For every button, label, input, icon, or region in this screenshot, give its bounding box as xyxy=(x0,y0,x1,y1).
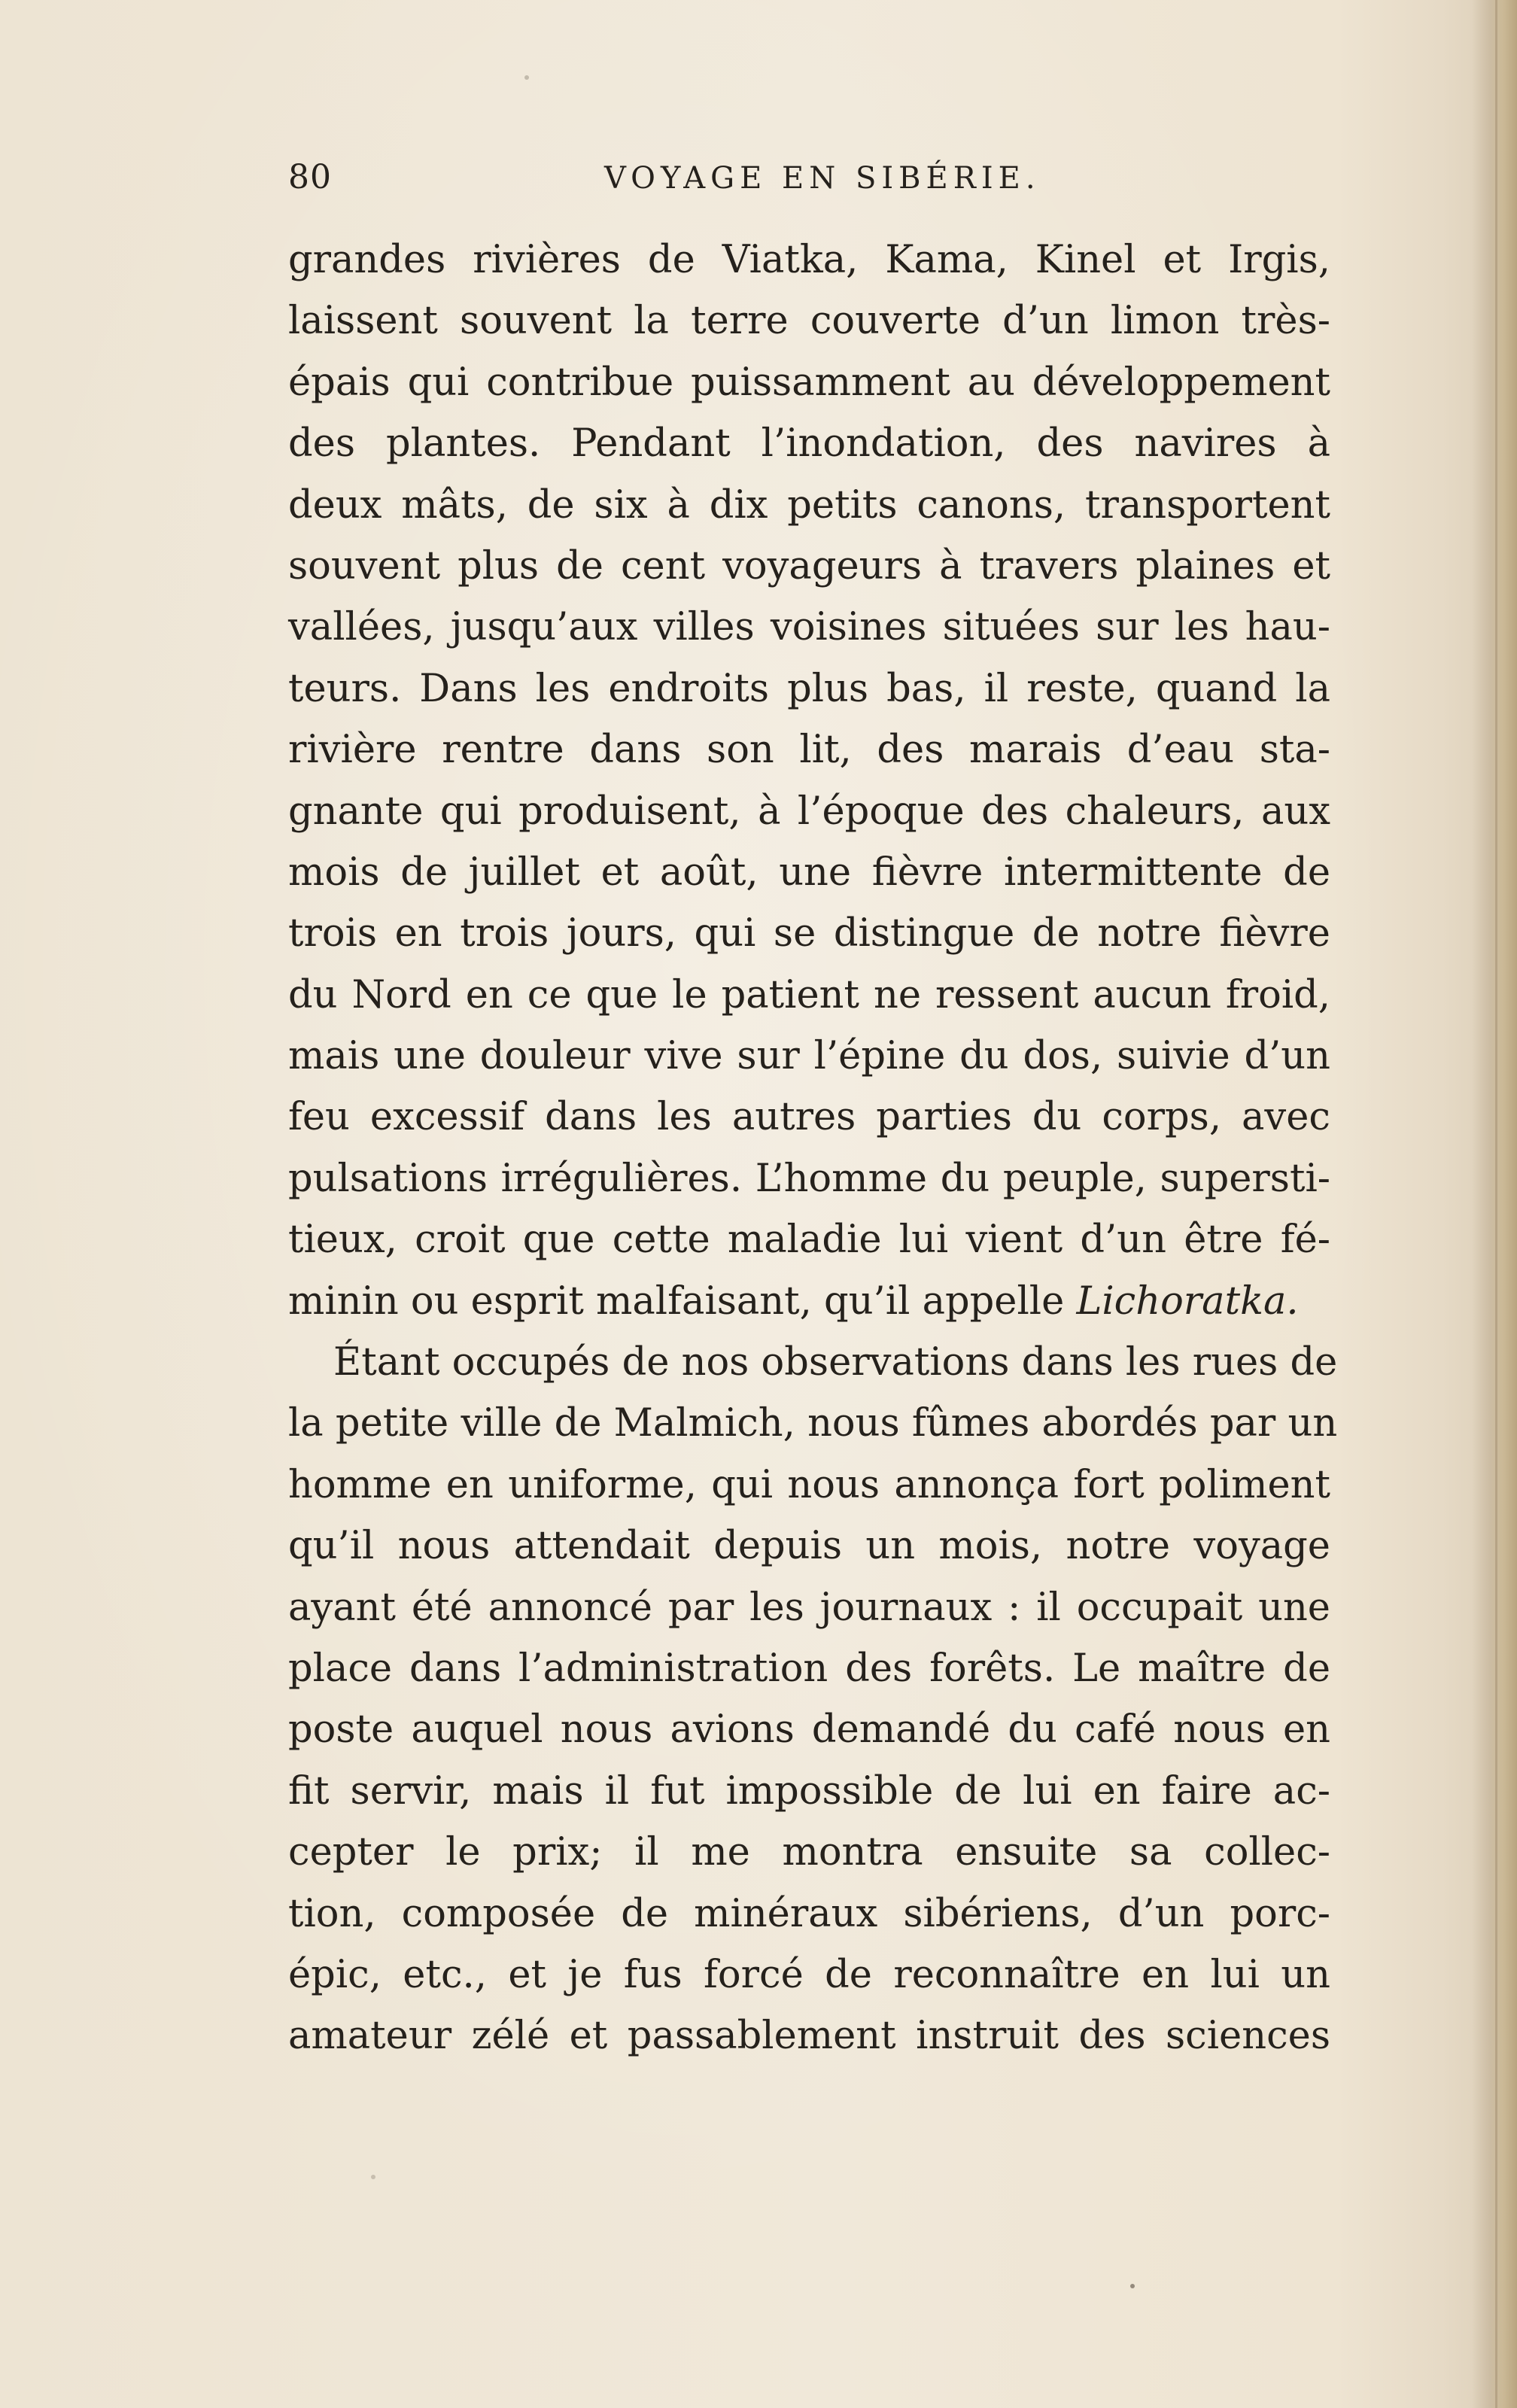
page-edge-shadow xyxy=(1472,0,1517,2408)
text-line: poste auquel nous avions demandé du café nous en xyxy=(288,1707,1330,1753)
text-line: gnante qui produisent, à l’époque des chaleurs, aux xyxy=(288,789,1330,834)
paragraph-start-line: Étant occupés de nos observations dans les rues de xyxy=(333,1340,1338,1385)
text-line: mois de juillet et août, une fièvre intermittente de xyxy=(288,850,1330,895)
italic-term: Lichoratka. xyxy=(1076,1278,1299,1324)
text-line: la petite ville de Malmich, nous fûmes abordés par un xyxy=(288,1401,1338,1446)
page-number: 80 xyxy=(288,158,332,196)
text-line: du Nord en ce que le patient ne ressent aucun froid, xyxy=(288,972,1330,1017)
text-line: mais une douleur vive sur l’épine du dos, suivie d’un xyxy=(288,1034,1330,1079)
text-line: souvent plus de cent voyageurs à travers plaines et xyxy=(288,543,1330,588)
text-line: vallées, jusqu’aux villes voisines situées sur les hau- xyxy=(288,605,1330,650)
text-line: deux mâts, de six à dix petits canons, transportent xyxy=(288,482,1330,528)
paper-speck xyxy=(371,2175,375,2179)
running-title: VOYAGE EN SIBÉRIE. xyxy=(604,161,1041,196)
text-line: fit servir, mais il fut impossible de lui en faire ac- xyxy=(288,1768,1330,1814)
text-line: qu’il nous attendait depuis un mois, notre voyage xyxy=(288,1524,1330,1569)
text-line: trois en trois jours, qui se distingue de notre fièvre xyxy=(288,911,1330,956)
page-edge-line xyxy=(1495,0,1497,2408)
paragraph-end-line xyxy=(288,1271,1330,1332)
text-line: ayant été annoncé par les journaux : il occupait une xyxy=(288,1585,1330,1630)
text-line: feu excessif dans les autres parties du corps, avec xyxy=(288,1095,1330,1140)
text-line: épic, etc., et je fus forcé de reconnaître en lui un xyxy=(288,1952,1330,1997)
paper-speck xyxy=(1130,2284,1135,2288)
text-line: tieux, croit que cette maladie lui vient d’un être fé- xyxy=(288,1218,1330,1263)
paper-speck xyxy=(524,75,529,80)
text-line: des plantes. Pendant l’inondation, des navires à xyxy=(288,421,1330,467)
text-line: rivière rentre dans son lit, des marais d’eau sta- xyxy=(288,728,1330,773)
text-line: place dans l’administration des forêts. Le maître de xyxy=(288,1646,1330,1691)
text-line: cepter le prix; il me montra ensuite sa collec- xyxy=(288,1830,1330,1875)
text-line: grandes rivières de Viatka, Kama, Kinel et Irgis, xyxy=(288,238,1330,282)
text-line: tion, composée de minéraux sibériens, d’un porc- xyxy=(288,1891,1330,1936)
text-line: pulsations irrégulières. L’homme du peuple, supersti- xyxy=(288,1156,1330,1201)
text-line: teurs. Dans les endroits plus bas, il reste, quand la xyxy=(288,666,1330,711)
text-line: amateur zélé et passablement instruit des sciences xyxy=(288,2014,1330,2059)
text-line: laissent souvent la terre couverte d’un limon très- xyxy=(288,299,1330,344)
text-line-start: minin ou esprit malfaisant, qu’il appelle xyxy=(288,1278,1077,1324)
page-header xyxy=(288,158,1330,203)
text-line: épais qui contribue puissamment au développement xyxy=(288,360,1330,405)
body-text xyxy=(288,230,1338,2067)
text-line: homme en uniforme, qui nous annonça fort poliment xyxy=(288,1462,1330,1507)
